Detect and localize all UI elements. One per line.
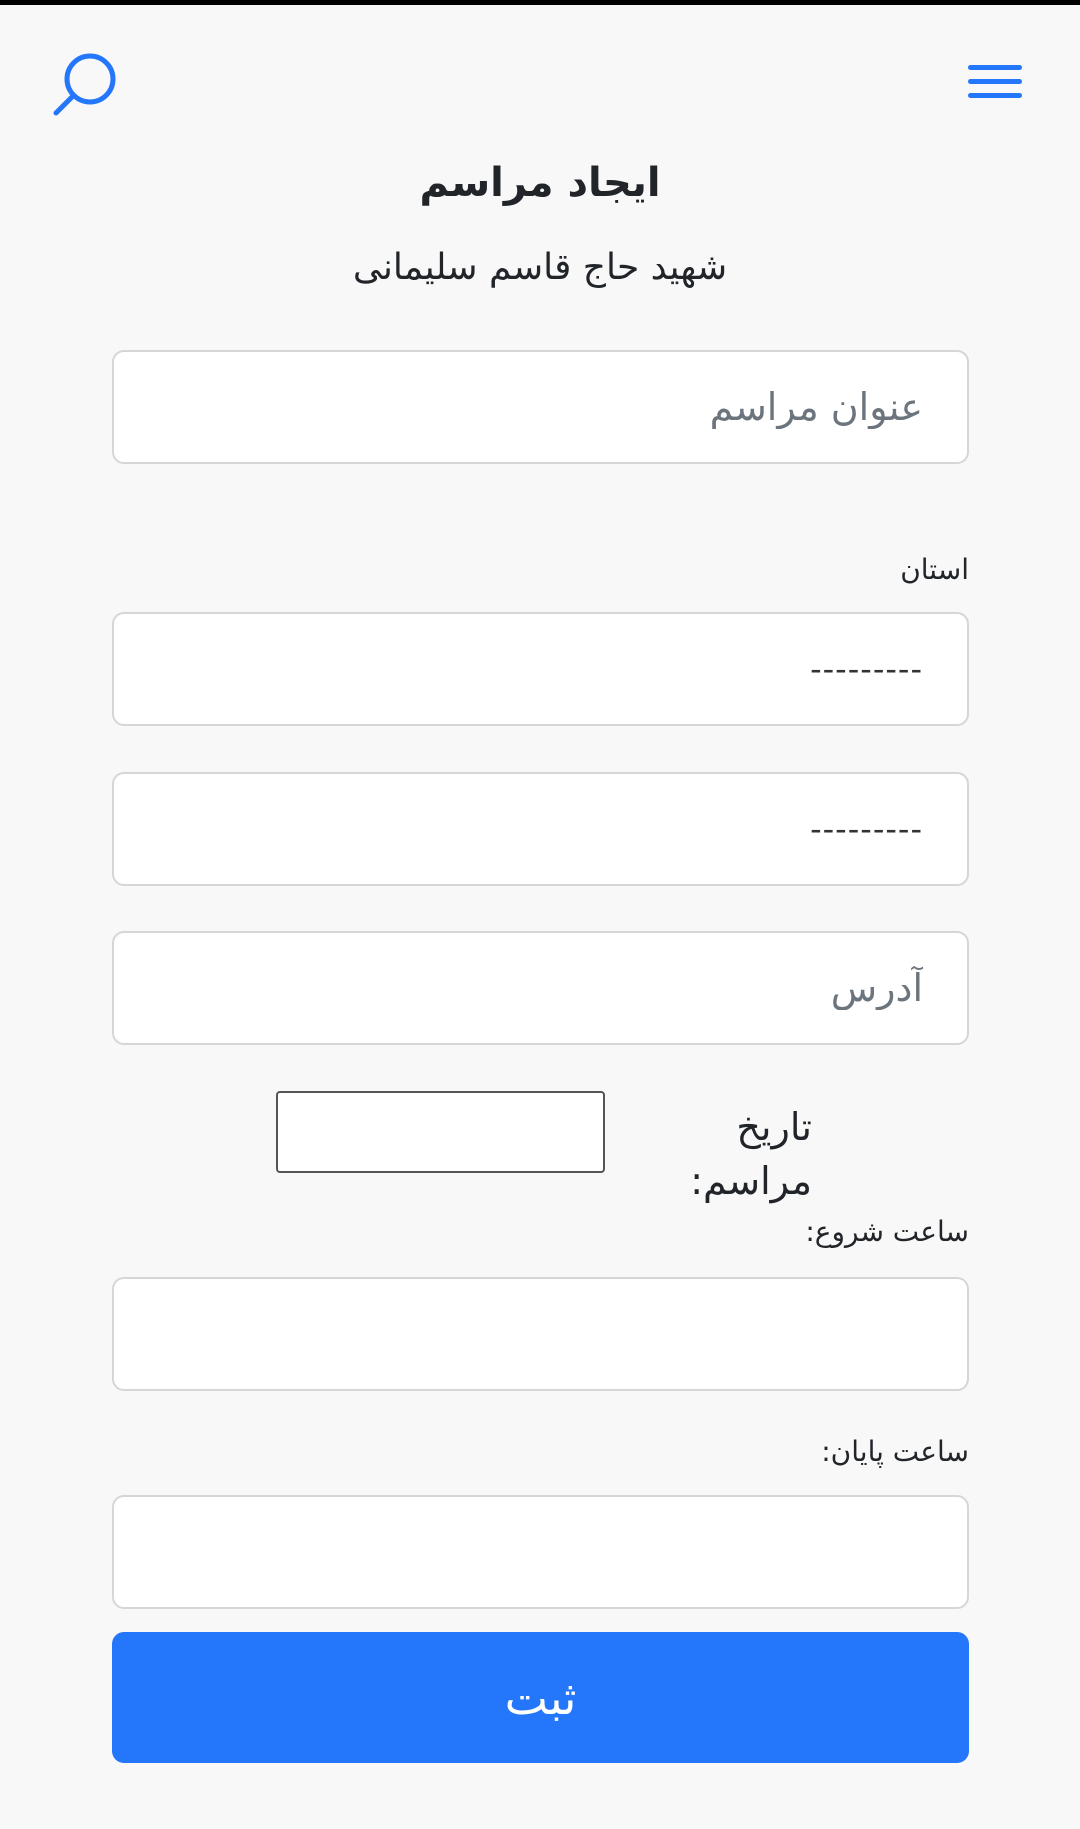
submit-button[interactable]: ثبت [112, 1632, 969, 1763]
city-select[interactable] [112, 772, 969, 886]
province-select-value: --------- [810, 650, 923, 688]
top-edge-bar [0, 0, 1080, 5]
end-time-label: ساعت پایان: [821, 1435, 969, 1468]
start-time-input[interactable] [112, 1277, 969, 1391]
ceremony-date-label: تاریخ مراسم: [690, 1105, 812, 1203]
hamburger-menu-icon [966, 60, 1024, 104]
end-time-input[interactable] [112, 1495, 969, 1609]
search-button[interactable] [52, 50, 122, 118]
page-title: ایجاد مراسم [419, 160, 661, 206]
page-subtitle: شهید حاج قاسم سلیمانی [352, 247, 728, 288]
search-icon [52, 50, 122, 118]
address-input[interactable] [112, 931, 969, 1045]
start-time-label: ساعت شروع: [805, 1215, 969, 1248]
ceremony-title-input[interactable] [112, 350, 969, 464]
city-select-value: --------- [810, 810, 923, 848]
province-select[interactable] [112, 612, 969, 726]
ceremony-date-input[interactable] [276, 1091, 605, 1173]
province-label: استان [900, 553, 969, 586]
menu-button[interactable] [966, 60, 1024, 104]
